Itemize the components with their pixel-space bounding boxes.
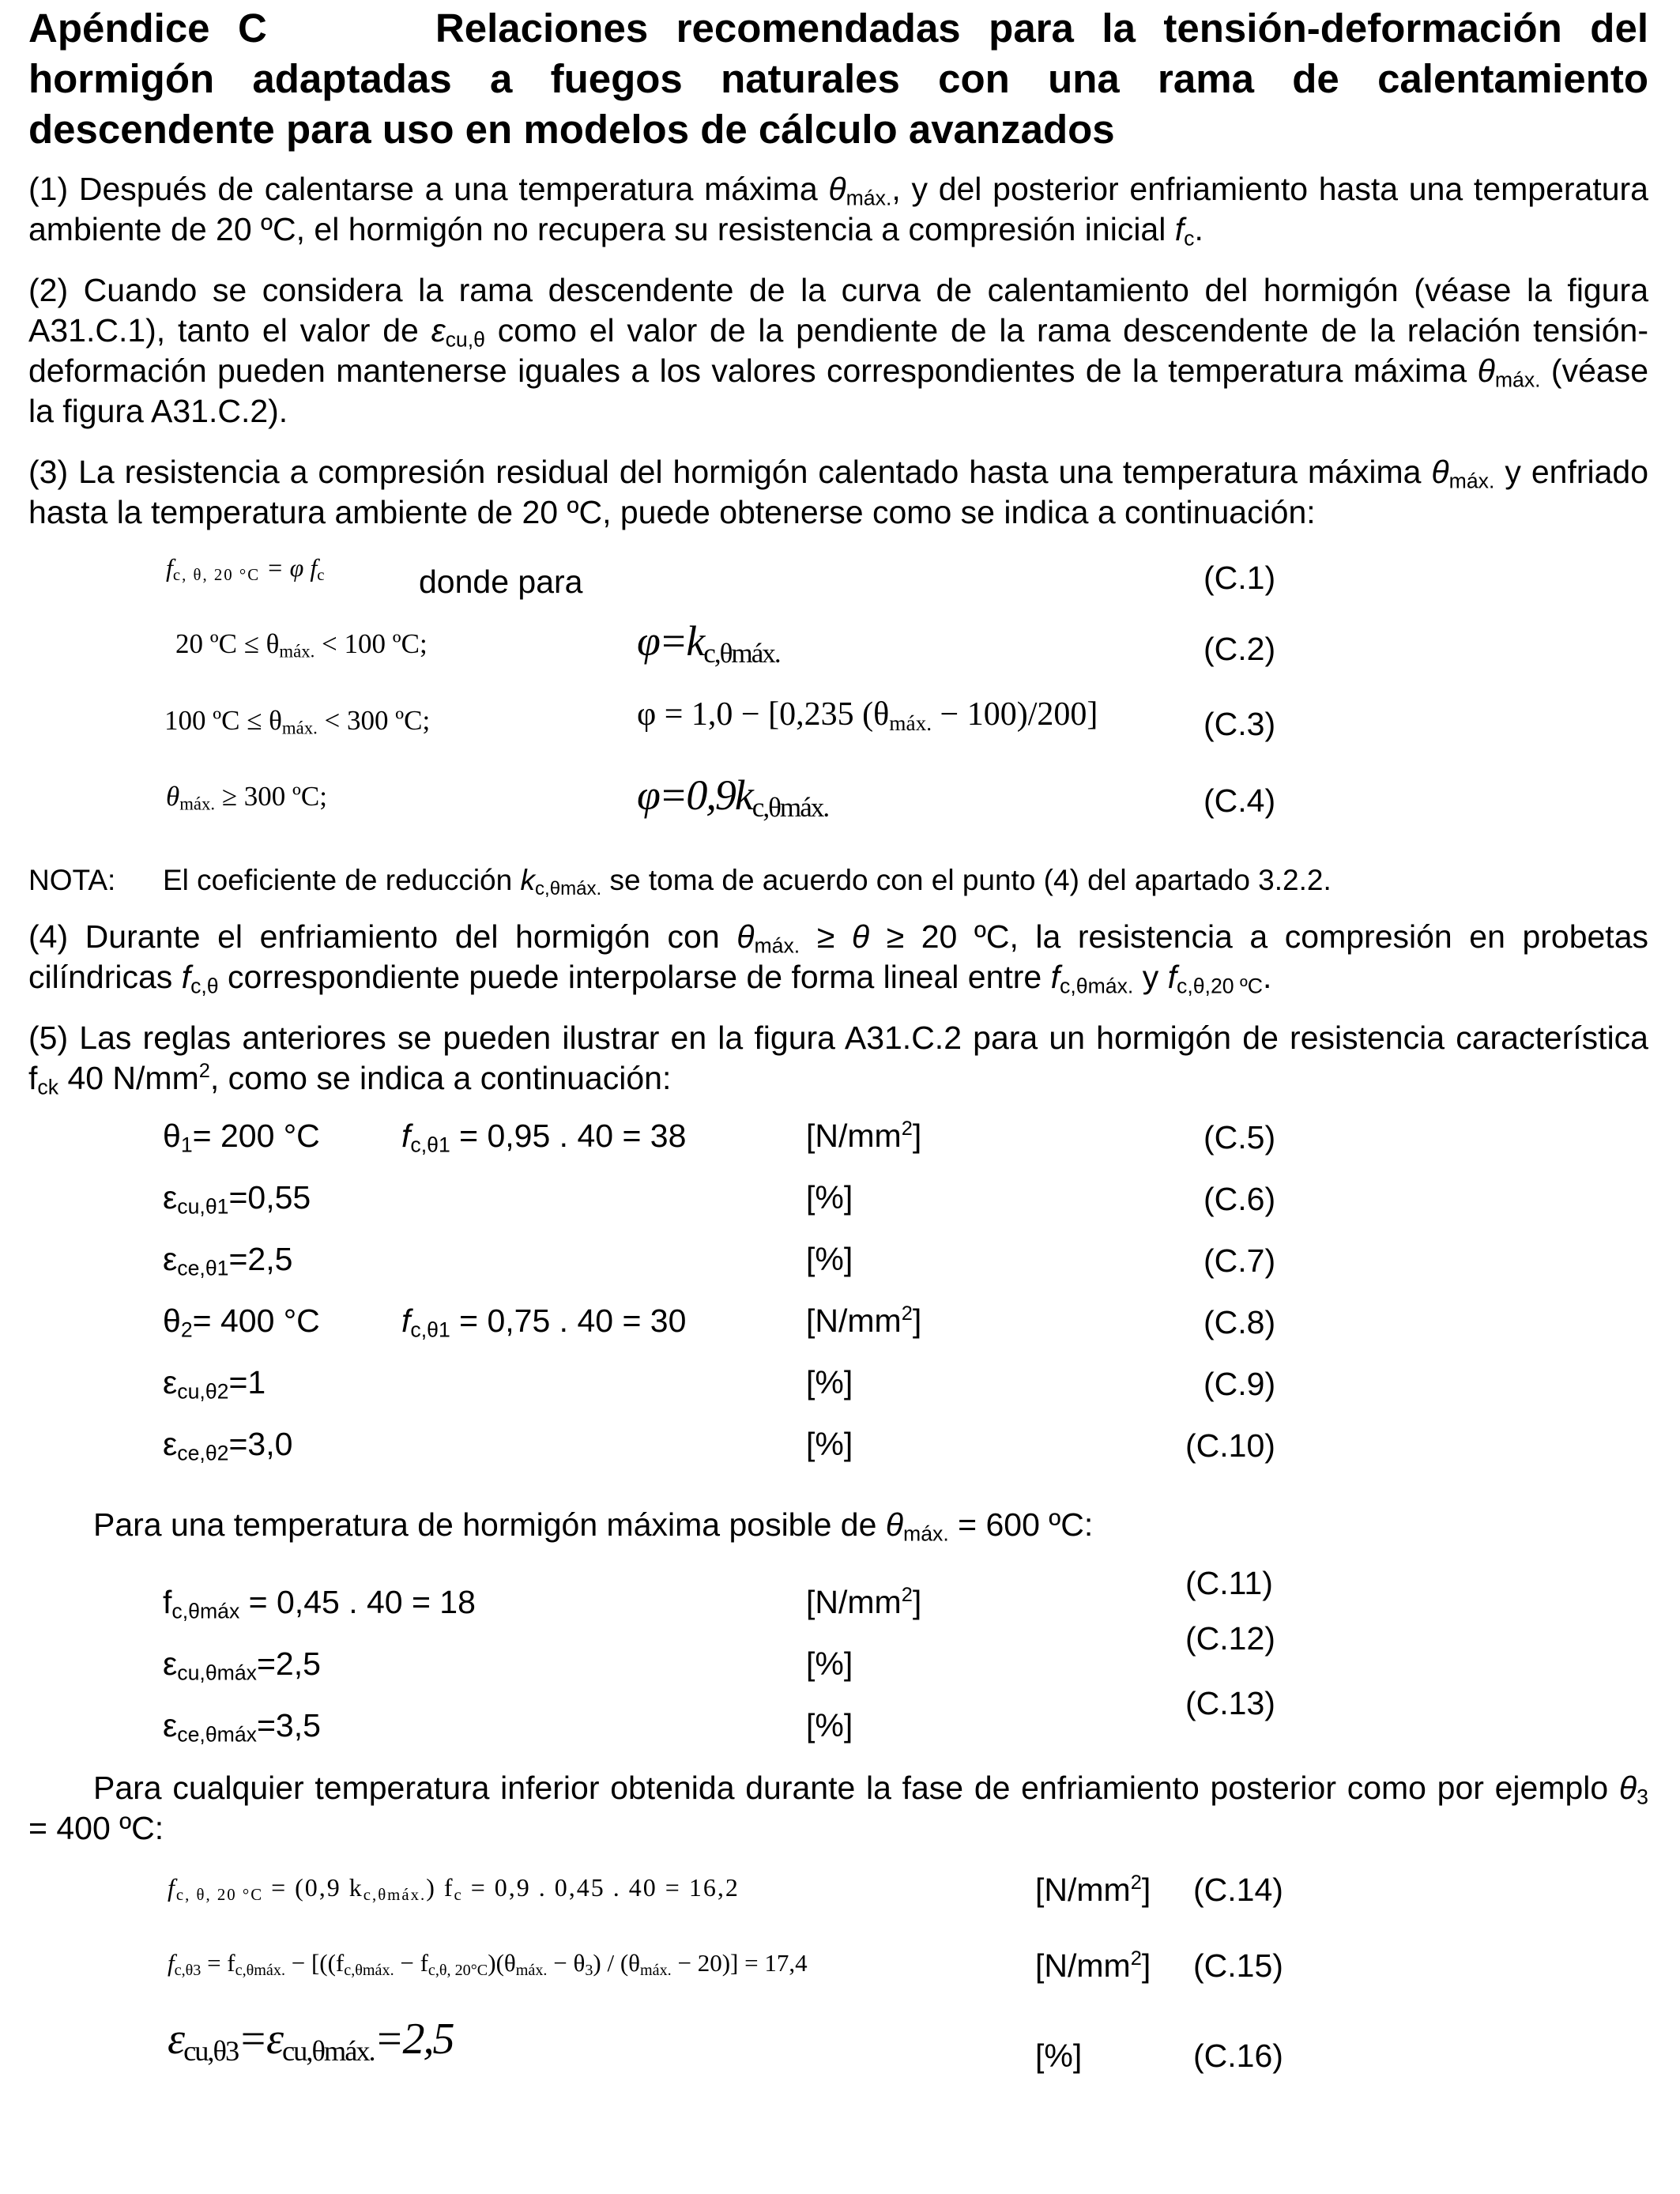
eq-c14-formula: [168, 1873, 740, 1905]
p1-max-sub: máx.: [846, 186, 892, 210]
title-line-3: descendente para uso en modelos de cálculo avanzados: [28, 107, 1115, 152]
list2-item-number: (C.13): [1185, 1685, 1275, 1721]
eq16-b: =ε: [238, 2015, 283, 2064]
list-item-unit: [%]: [806, 1426, 853, 1462]
eq4-cond: θ: [166, 781, 180, 812]
list-item: [163, 1364, 266, 1404]
list-0-bsub: c,θ1: [410, 1133, 450, 1157]
list-0-a: θ: [163, 1118, 181, 1154]
eq-c2-formula: [637, 616, 780, 669]
p6-b: = 600 ºC:: [948, 1506, 1094, 1543]
list-item-unit: [%]: [806, 1364, 853, 1400]
p4-text-e: y: [1133, 959, 1168, 995]
p4-f2sub: c,θmáx.: [1060, 974, 1134, 998]
list-2-a: ε: [163, 1241, 178, 1277]
p4-f3sub: c,θ,20 ºC: [1177, 974, 1263, 998]
eq15-f: f: [168, 1949, 175, 1977]
nota-text: [163, 864, 1332, 897]
eq2-csub: máx.: [279, 641, 315, 662]
appendix-label: Apéndice C: [28, 6, 267, 51]
list-5-a2: =3,0: [228, 1426, 293, 1462]
eq14-sq: 2: [1130, 1871, 1142, 1894]
eq-c1-formula: [166, 553, 325, 585]
list-item-number: (C.10): [1185, 1427, 1275, 1464]
list-item-unit: [%]: [806, 1241, 853, 1277]
list-4-asub: cu,θ2: [177, 1379, 229, 1404]
list-4-a: ε: [163, 1364, 178, 1400]
p4-text-d: correspondiente puede interpolarse de forma lineal entre: [218, 959, 1051, 995]
eq16-a: ε: [168, 2015, 184, 2064]
list-3-b: f: [401, 1302, 411, 1339]
list2-0-asub: c,θmáx: [171, 1599, 240, 1623]
p2-text-b: como el valor de la pendiente de la rama descendente de la relación tensión-deformación pueden mantenerse iguales a los valores correspondientes de la temperatura máxima: [28, 312, 1648, 389]
eq-c15-unit: [1035, 1947, 1151, 1985]
eq-c16-formula: [168, 2014, 454, 2068]
eq14-b: ) f: [426, 1873, 454, 1902]
list-3-b2: = 0,75 . 40 = 30: [450, 1302, 687, 1339]
eq4-phi: φ=0,9k: [637, 771, 752, 819]
eq15-g: − 20)] = 17,4: [671, 1949, 808, 1977]
p5-sq: 2: [198, 1059, 210, 1082]
list-5-asub: ce,θ2: [177, 1441, 229, 1465]
eq-c1-text: donde para: [419, 564, 583, 600]
list2-item-unit: [806, 1584, 921, 1621]
list-0-a2: = 200 °C: [192, 1118, 320, 1154]
p1-text-b: , y del posterior enfriamiento hasta una temperatura ambiente de 20 ºC, el hormigón no recupera su resistencia a compresión inicial: [28, 171, 1648, 247]
list-3-sq: 2: [901, 1302, 913, 1325]
paragraph-5: [28, 1018, 1648, 1099]
eq-c16-unit: [%]: [1035, 2038, 1083, 2074]
p3-theta: θ: [1431, 454, 1449, 490]
eq-c16-number: (C.16): [1193, 2038, 1283, 2074]
eq-c14-unit: [1035, 1872, 1151, 1909]
nota-text-b: se toma de acuerdo con el punto (4) del apartado 3.2.2.: [601, 864, 1332, 896]
list2-0-unit2: ]: [912, 1584, 922, 1620]
paragraph-3: [28, 452, 1648, 533]
list-2-asub: ce,θ1: [177, 1256, 229, 1280]
list-item: [163, 1426, 292, 1463]
list2-item-unit: [%]: [806, 1707, 853, 1744]
eq3-fsub: máx.: [889, 711, 932, 735]
eq2-sub: c,θmáx.: [703, 637, 780, 669]
p4-f1: f: [181, 959, 191, 995]
eq15-unit: [N/mm: [1035, 1947, 1131, 1984]
list2-item-number: (C.12): [1185, 1620, 1275, 1657]
eq3-cond: 100 ºC ≤ θ: [164, 705, 282, 736]
p4-theta2: θ: [851, 918, 870, 955]
list-0-unit: [N/mm: [806, 1118, 902, 1154]
nota-ksub: c,θmáx.: [535, 878, 602, 899]
list-item-number: (C.6): [1203, 1181, 1276, 1217]
list2-2-a2: =3,5: [256, 1707, 321, 1744]
list2-1-a: ε: [163, 1646, 178, 1682]
list-item-unit: [806, 1302, 921, 1340]
eq3-formula-b: − 100)/200]: [932, 696, 1098, 733]
p1-f: f: [1174, 211, 1185, 247]
eq14-sub: c, θ, 20 °C: [175, 1886, 264, 1905]
eq1-rhs: = φ f: [260, 553, 318, 582]
title-line-2: hormigón adaptadas a fuegos naturales con una rama de calentamiento: [28, 56, 1648, 101]
eq16-asub: cu,θ3: [183, 2035, 239, 2068]
eq-c3-number: (C.3): [1203, 706, 1276, 742]
eq4-csub: máx.: [179, 794, 216, 814]
list-item-number: (C.9): [1203, 1366, 1276, 1402]
eq3-csub: máx.: [281, 718, 318, 738]
p4-end: .: [1262, 959, 1272, 995]
list2-item: [163, 1584, 476, 1621]
paragraph-4: [28, 917, 1648, 997]
list-item-value: [401, 1302, 686, 1340]
p5-text-c: , como se indica a continuación:: [209, 1060, 672, 1096]
list2-1-a2: =2,5: [256, 1646, 321, 1682]
list-3-asub: 2: [180, 1318, 193, 1342]
list-2-a2: =2,5: [228, 1241, 293, 1277]
list2-item: [163, 1646, 321, 1683]
eq15-a-sub: c,θmáx.: [235, 1962, 285, 1980]
paragraph-7: [28, 1768, 1648, 1849]
list-item-number: (C.8): [1203, 1304, 1276, 1340]
eq2-cond: 20 ºC ≤ θ: [175, 628, 280, 659]
eq3-cond2: < 300 ºC;: [317, 705, 431, 736]
p3-max-sub: máx.: [1448, 469, 1495, 493]
eq16-c: =2,5: [374, 2015, 454, 2064]
list2-0-a2: = 0,45 . 40 = 18: [239, 1584, 476, 1620]
eq-c15-number: (C.15): [1193, 1947, 1283, 1984]
list-5-a: ε: [163, 1426, 178, 1462]
eq14-f: f: [168, 1873, 176, 1902]
p6-max: máx.: [903, 1521, 949, 1546]
nota-k: k: [520, 864, 535, 896]
list-0-asub: 1: [180, 1133, 193, 1157]
list-1-a: ε: [163, 1179, 178, 1216]
p2-text-c: (véase la figura A31.C.2).: [28, 352, 1648, 429]
title-text-1: Relaciones recomendadas para la tensión-deformación del: [435, 6, 1648, 51]
p6-a: Para una temperatura de hormigón máxima posible de: [93, 1506, 886, 1543]
eq15-f2: ) / (θ: [593, 1949, 640, 1977]
eq15-e-sub: 3: [585, 1962, 593, 1980]
list-item-number: (C.7): [1203, 1242, 1276, 1279]
list-3-a2: = 400 °C: [192, 1302, 320, 1339]
eq15-c-sub: c,θ, 20°C: [428, 1962, 488, 1980]
p3-text-a: (3) La resistencia a compresión residual del hormigón calentado hasta una temperatura máxima: [28, 454, 1432, 490]
eq-c2-number: (C.2): [1203, 631, 1276, 667]
eq15-e: − θ: [547, 1949, 586, 1977]
p7-text-a: Para cualquier temperatura inferior obtenida durante la fase de enfriamiento posterior como por ejemplo: [93, 1770, 1619, 1806]
title-line-1: [28, 3, 1648, 54]
list2-2-a: ε: [163, 1707, 178, 1744]
eq15-sub: c,θ3: [174, 1962, 202, 1980]
list-0-unit2: ]: [912, 1118, 922, 1154]
eq15-b: − [((f: [284, 1949, 345, 1977]
p5-text-b: 40 N/mm: [58, 1060, 199, 1096]
list-1-a2: =0,55: [228, 1179, 311, 1216]
paragraph-2: [28, 270, 1648, 432]
eq14-a: = (0,9 k: [263, 1873, 363, 1902]
p7-sub: 3: [1637, 1785, 1648, 1809]
list-3-unit: [N/mm: [806, 1302, 902, 1339]
p1-text-a: (1) Después de calentarse a una temperatura máxima: [28, 171, 829, 207]
nota-text-a: El coeficiente de reducción: [163, 864, 521, 896]
p4-text-b: ≥: [800, 918, 852, 955]
list-item: [163, 1241, 292, 1278]
list-0-sq: 2: [901, 1117, 913, 1140]
eq-c3-condition: [164, 705, 430, 737]
eq-c15-formula: [168, 1949, 808, 1980]
eq-c3-formula: [637, 696, 1098, 733]
eq15-b-sub: c,θmáx.: [344, 1962, 394, 1980]
p4-text-c: ≥ 20 ºC, la resistencia a compresión en probetas cilíndricas: [28, 918, 1648, 995]
list-item: [163, 1302, 320, 1340]
eq15-d: )(θ: [488, 1949, 516, 1977]
list-4-a2: =1: [228, 1364, 266, 1400]
p7-theta: θ: [1618, 1770, 1637, 1806]
eq14-unit: [N/mm: [1035, 1872, 1131, 1908]
p5-ck: ck: [37, 1075, 59, 1099]
eq-c1-number: (C.1): [1203, 560, 1276, 596]
p5-text-a: (5) Las reglas anteriores se pueden ilustrar en la figura A31.C.2 para un hormigón de resistencia característica f: [28, 1020, 1648, 1096]
list-0-b: f: [401, 1118, 411, 1154]
list2-item-number: (C.11): [1185, 1565, 1273, 1601]
nota-label: NOTA:: [28, 864, 116, 896]
p4-f2: f: [1050, 959, 1060, 995]
eq-c2-condition: [175, 628, 428, 660]
eq14-unit2: ]: [1141, 1872, 1151, 1908]
p4-max-sub: máx.: [754, 933, 800, 958]
p1-theta: θ: [828, 171, 846, 207]
list2-0-sq: 2: [901, 1583, 913, 1606]
list-item-value: [401, 1118, 686, 1155]
list-3-a: θ: [163, 1302, 181, 1339]
eq15-c: − f: [394, 1949, 428, 1977]
list-item-number: (C.5): [1203, 1119, 1276, 1155]
eq-c4-condition: [166, 781, 327, 812]
eq15-a: = f: [201, 1949, 235, 1977]
p2-eps-sub: cu,θ: [445, 327, 485, 352]
document-title: [28, 3, 1648, 155]
p1-end: .: [1194, 211, 1203, 247]
paragraph-6: [93, 1506, 1093, 1544]
list2-0-unit: [N/mm: [806, 1584, 902, 1620]
eq1-sub: c, θ, 20 °C: [172, 566, 261, 585]
paragraph-1: [28, 169, 1648, 250]
eq2-cond2: < 100 ºC;: [315, 628, 428, 659]
eq15-f2-sub: máx.: [640, 1962, 672, 1980]
p2-text-a: (2) Cuando se considera la rama descendente de la curva de calentamiento del hormigón (véase la figura A31.C.1), tanto el valor de: [28, 272, 1648, 349]
p4-f3: f: [1167, 959, 1177, 995]
p2-theta: θ: [1477, 352, 1495, 389]
list-item-unit: [%]: [806, 1179, 853, 1216]
p4-theta: θ: [736, 918, 755, 955]
list-item: [163, 1179, 311, 1219]
p4-f1sub: c,θ: [190, 974, 219, 998]
list2-0-a: f: [163, 1584, 172, 1620]
eq16-bsub: cu,θmáx.: [282, 2035, 375, 2068]
list-item: [163, 1118, 320, 1155]
list2-item: [163, 1707, 321, 1747]
list2-2-asub: ce,θmáx: [177, 1722, 257, 1747]
eq4-cond2: ≥ 300 ºC;: [215, 781, 327, 812]
p3-text-b: y enfriado hasta la temperatura ambiente de 20 ºC, puede obtenerse como se indica a continuación:: [28, 454, 1649, 530]
eq14-c: = 0,9 . 0,45 . 40 = 16,2: [462, 1873, 740, 1902]
eq-c4-number: (C.4): [1203, 782, 1276, 819]
eq15-unit2: ]: [1141, 1947, 1151, 1984]
eq15-d-sub: máx.: [515, 1962, 548, 1980]
list-3-unit2: ]: [912, 1302, 922, 1339]
eq1-rsub: c: [317, 566, 325, 585]
p2-eps: ε: [431, 312, 446, 349]
p4-text-a: (4) Durante el enfriamiento del hormigón con: [28, 918, 737, 955]
eq2-phi: φ=k: [637, 617, 704, 665]
eq4-sub: c,θmáx.: [751, 791, 829, 823]
list2-item-unit: [%]: [806, 1646, 853, 1682]
list-1-asub: cu,θ1: [177, 1194, 229, 1219]
eq-c4-formula: [637, 771, 829, 823]
eq1-f: f: [166, 553, 173, 582]
p2-max-sub: máx.: [1494, 368, 1541, 392]
list-item-unit: [806, 1118, 921, 1155]
eq15-sq: 2: [1130, 1947, 1142, 1970]
list-3-bsub: c,θ1: [410, 1318, 450, 1342]
list2-1-asub: cu,θmáx: [177, 1661, 257, 1685]
list-0-b2: = 0,95 . 40 = 38: [450, 1118, 687, 1154]
eq3-formula-a: φ = 1,0 − [0,235 (θ: [637, 696, 890, 733]
p7-text-b: = 400 ºC:: [28, 1810, 164, 1846]
eq14-fsub: c: [454, 1886, 463, 1905]
p6-theta: θ: [885, 1506, 904, 1543]
eq14-ksub: c,θmáx.: [363, 1886, 427, 1905]
p1-c-sub: c: [1184, 226, 1195, 251]
eq-c14-number: (C.14): [1193, 1872, 1283, 1908]
